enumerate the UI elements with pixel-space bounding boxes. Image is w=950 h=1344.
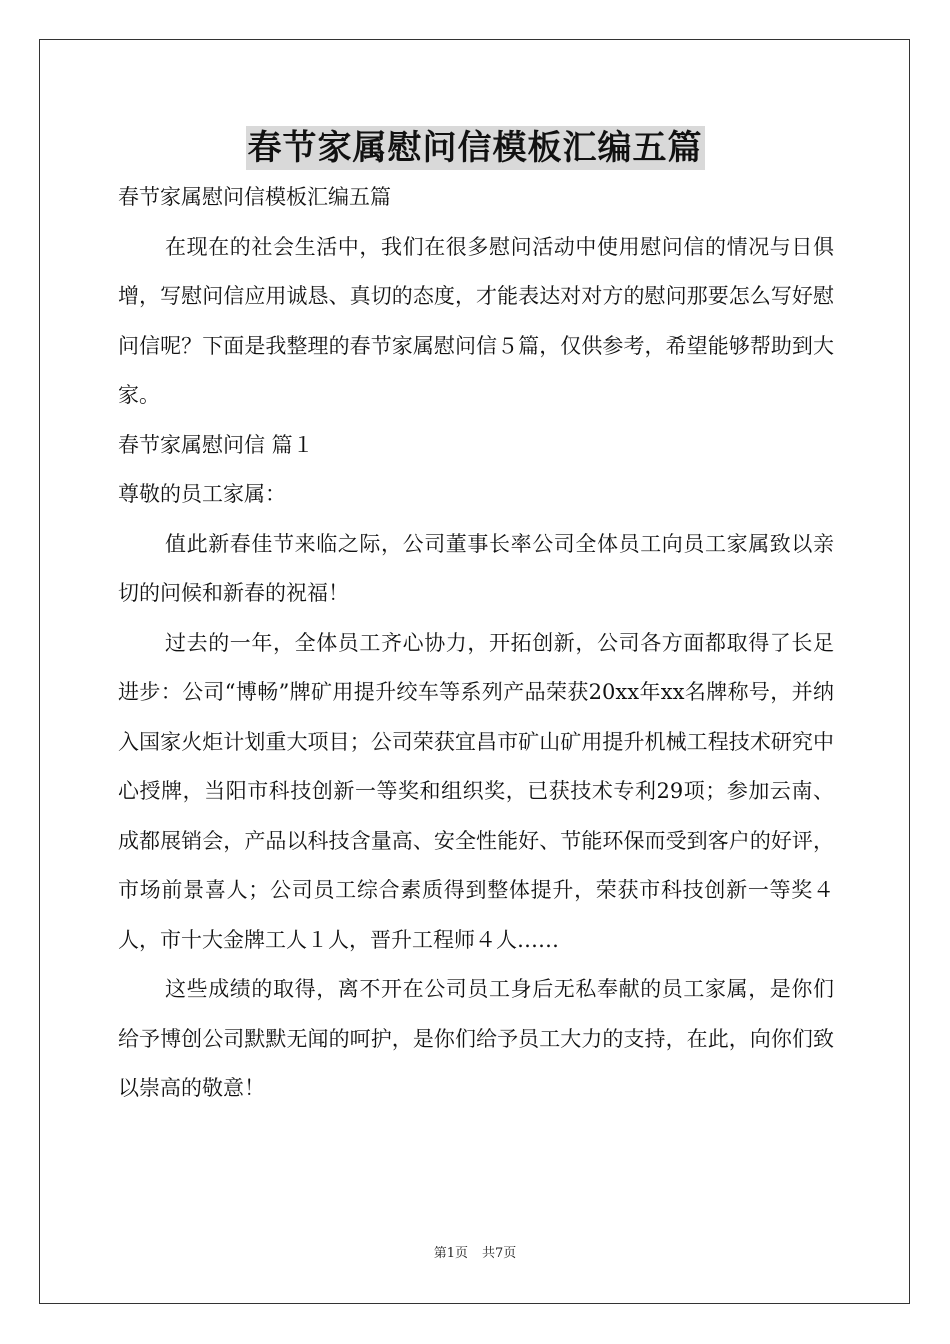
document-body <box>118 173 834 1114</box>
title-block <box>0 126 950 170</box>
page-total: 共7页 <box>482 1246 517 1261</box>
section-heading: 春节家属慰问信 篇１ <box>118 432 314 457</box>
body-paragraph: 值此新春佳节来临之际，公司董事长率公司全体员工向员工家属致以亲切的问候和新春的祝福！ <box>118 531 834 605</box>
document-title: 春节家属慰问信模板汇编五篇 <box>247 128 703 168</box>
body-paragraph: 过去的一年，全体员工齐心协力，开拓创新，公司各方面都取得了长足进步：公司“博畅”牌矿用提升绞车等系列产品荣获20xx年xx名牌称号，并纳入国家火炬计划重大项目；公司荣获宜昌市矿山矿用提升机械工程技术研究中心授牌，当阳市科技创新一等奖和组织奖，已获技术专利29项；参加云南、成都展销会，产品以科技含量高、安全性能好、节能环保而受到客户的好评，市场前景喜人；公司员工综合素质得到整体提升，荣获市科技创新一等奖４人，市十大金牌工人１人，晋升工程师４人…… <box>118 630 834 952</box>
page-footer <box>0 1245 950 1263</box>
salutation: 尊敬的员工家属： <box>118 482 286 506</box>
intro-paragraph: 在现在的社会生活中，我们在很多慰问活动中使用慰问信的情况与日俱增，写慰问信应用诚恳、真切的态度，才能表达对对方的慰问那要怎么写好慰问信呢？下面是我整理的春节家属慰问信５篇，仅供参考，希望能够帮助到大家。 <box>118 234 834 407</box>
document-subtitle: 春节家属慰问信模板汇编五篇 <box>118 185 391 209</box>
page-number: 第1页 <box>433 1246 468 1261</box>
body-paragraph: 这些成绩的取得，离不开在公司员工身后无私奉献的员工家属，是你们给予博创公司默默无闻的呵护，是你们给予员工大力的支持，在此，向你们致以崇高的敬意！ <box>118 977 834 1100</box>
